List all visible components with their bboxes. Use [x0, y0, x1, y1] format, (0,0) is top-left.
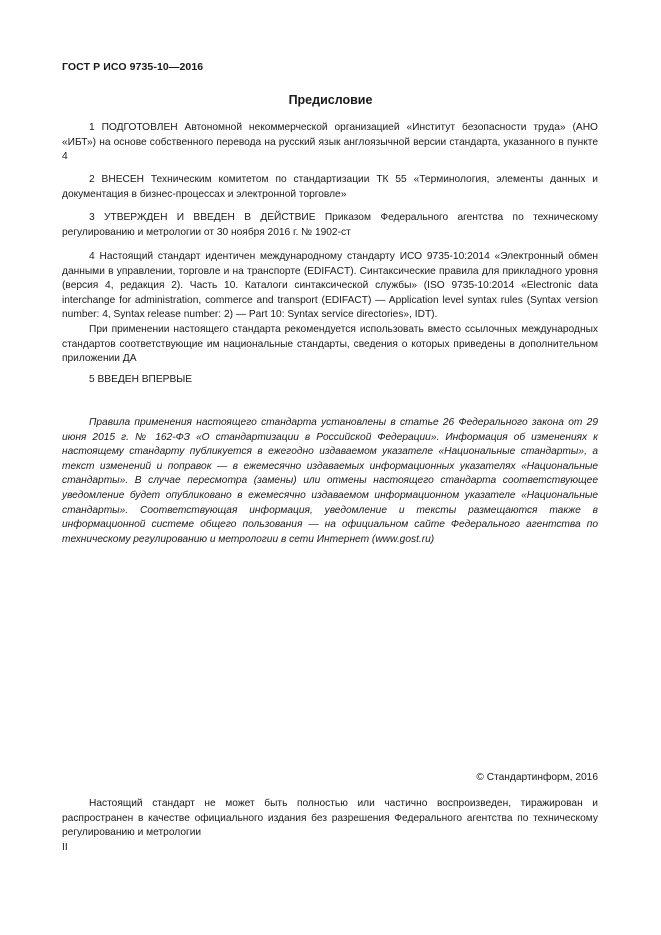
item-4-usage-text: При применении настоящего стандарта рекомендуется использовать вместо ссылочных международных стандартов соответствующие им национальные стандарты, сведения о которых приведены в дополнительном приложении ДА	[62, 323, 598, 365]
note-text: Правила применения настоящего стандарта установлены в статье 26 Федерального закона от 29 июня 2015 г. № 162-ФЗ «О стандартизации в Российской Федерации». Информация об изменениях к настоящему стандарту публикуется в ежегодно издаваемом указателе «Национальные стандарты», а текст изменений и поправок — в ежемесячно издаваемых информационных указателях «Национальные стандарты». В случае пересмотра (замены) или отмены настоящего стандарта соответствующее уведомление будет опубликовано в ежемесячно издаваемом информационном указателе «Национальные стандарты». Соответствующая информация, уведомление и тексты размещаются также в информационной системе общего пользования — на официальном сайте Федерального агентства по техническому регулированию и метрологии в сети Интернет (www.gost.ru)	[62, 417, 598, 545]
document-code-header: ГОСТ Р ИСО 9735-10—2016	[62, 61, 204, 73]
item-1	[62, 121, 598, 165]
item-3-text: 3 УТВЕРЖДЕН И ВВЕДЕН В ДЕЙСТВИЕ Приказом Федерального агентства по техническому регулированию и метрологии от 30 ноября 2016 г. № 1902-ст	[62, 212, 598, 238]
page-title: Предисловие	[288, 93, 373, 107]
copyright-line: © Стандартинформ, 2016	[476, 772, 598, 783]
item-4-text: 4 Настоящий стандарт идентичен международному стандарту ИСО 9735-10:2014 «Электронный обмен данными в управлении, торговле и на транспорте (EDIFACT). Синтаксические правила для прикладного уровня (версия 4, редакция 2). Часть 10. Каталоги синтаксической службы» (ISO 9735-10:2014 «Electronic data interchange for administration, commerce and transport (EDIFACT) — Application level syntax rules (Syntax version number: 4, Syntax release number: 2) — Part 10: Syntax service directories», IDT).	[62, 251, 598, 321]
item-2	[62, 173, 598, 202]
standards-rules-note	[62, 416, 598, 547]
page-number: II	[62, 842, 68, 853]
item-3	[62, 211, 598, 240]
item-2-text: 2 ВНЕСЕН Техническим комитетом по стандартизации ТК 55 «Терминология, элементы данных и документация в бизнес-процессах и электронной торговле»	[62, 174, 598, 200]
reproduction-text: Настоящий стандарт не может быть полностью или частично воспроизведен, тиражирован и распространен в качестве официального издания без разрешения Федерального агентства по техническому регулированию и метрологии	[62, 798, 598, 839]
item-5-text: 5 ВВЕДЕН ВПЕРВЫЕ	[89, 374, 193, 385]
item-1-text: 1 ПОДГОТОВЛЕН Автономной некоммерческой организацией «Институт безопасности труда» (АНО «ИБТ») на основе собственного перевода на русский язык англоязычной версии стандарта, указанного в пункте 4	[62, 122, 598, 163]
item-5	[62, 373, 598, 388]
reproduction-notice	[62, 797, 598, 841]
item-4	[62, 250, 598, 367]
